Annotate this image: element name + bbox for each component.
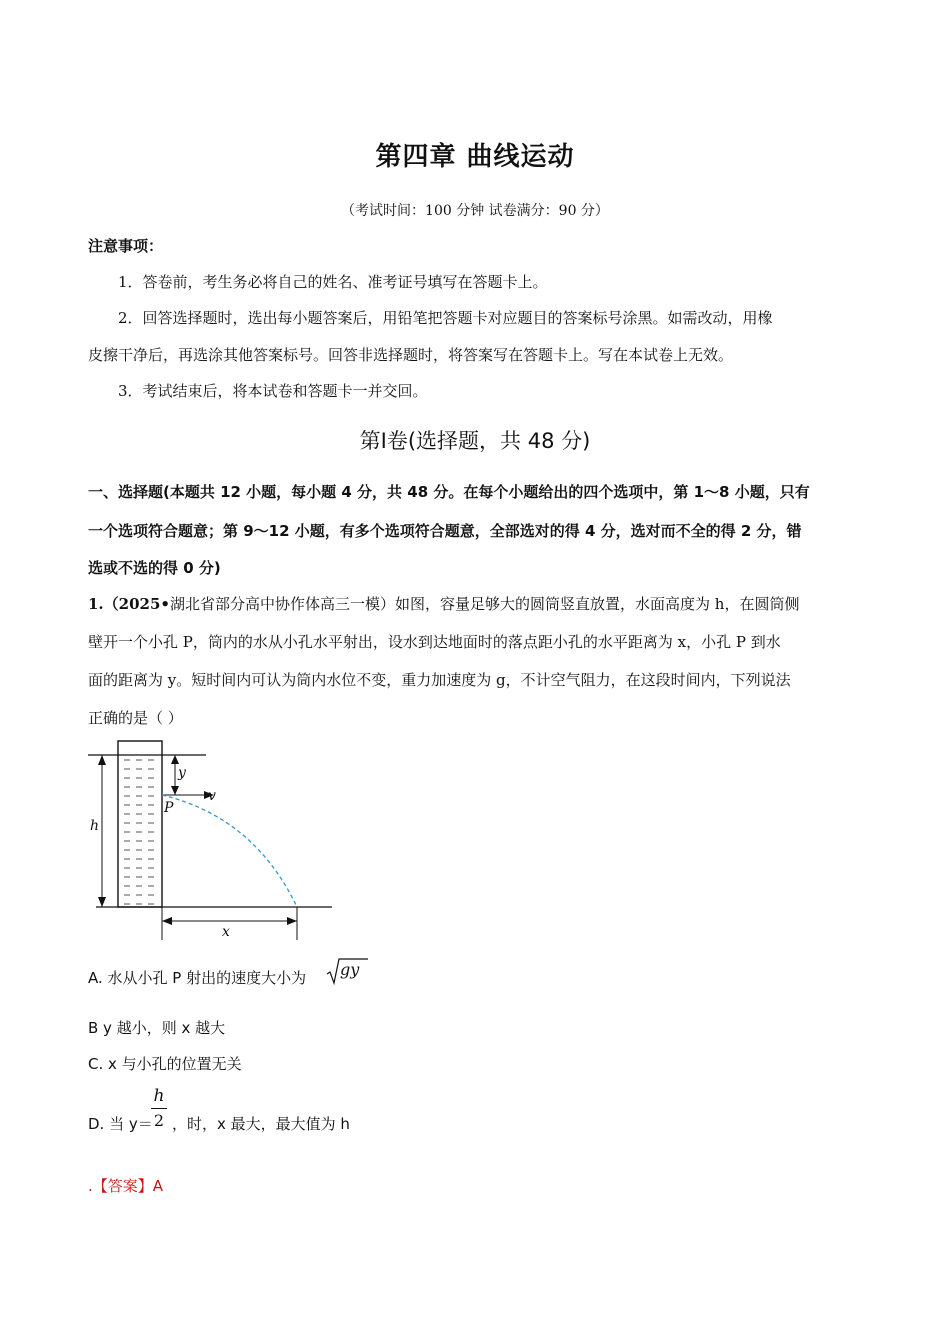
question-1-text-1: 湖北省部分高中协作体高三一模）如图，容量足够大的圆筒竖直放置，水面高度为 h，在圆筒侧 xyxy=(170,595,800,613)
fraction-bar xyxy=(151,1108,167,1109)
sqrt-radicand: gy xyxy=(340,960,360,979)
note-item-3: 3．考试结束后，将本试卷和答题卡一并交回。 xyxy=(118,382,428,400)
question-1-line-2: 壁开一个小孔 P，筒内的水从小孔水平射出，设水到达地面时的落点距小孔的水平距离为 x，小孔 P 到水 xyxy=(88,633,781,651)
section-title: 第Ⅰ卷(选择题，共 48 分) xyxy=(359,429,591,453)
note-item-2-line-1: 2．回答选择题时，选出每小题答案后，用铅笔把答题卡对应题目的答案标号涂黑。如需改动，用橡 xyxy=(118,309,773,327)
label-y: y xyxy=(178,765,186,781)
label-p: P xyxy=(164,800,174,816)
section-instructions-line-1: 一、选择题(本题共 12 小题，每小题 4 分，共 48 分。在每个小题给出的四个选项中，第 1～8 小题，只有 xyxy=(88,483,810,501)
cylinder-figure xyxy=(86,738,336,942)
option-c[interactable]: C. x 与小孔的位置无关 xyxy=(88,1055,242,1073)
notes-heading: 注意事项： xyxy=(88,237,164,255)
question-1-line-3: 面的距离为 y。短时间内可认为筒内水位不变，重力加速度为 g，不计空气阻力，在这段时间内，下列说法 xyxy=(88,671,791,689)
answer-label: .【答案】A xyxy=(88,1177,164,1195)
water-trajectory xyxy=(162,795,297,907)
page-title: 第四章 曲线运动 xyxy=(375,142,575,172)
label-v: v xyxy=(208,788,216,804)
option-d-prefix: D. 当 y＝ xyxy=(88,1115,153,1133)
question-number: 1. xyxy=(88,595,104,613)
section-instructions-line-2: 一个选项符合题意；第 9～12 小题，有多个选项符合题意，全部选对的得 4 分，选对而不全的得 2 分，错 xyxy=(88,522,802,540)
label-h: h xyxy=(90,818,100,834)
fraction-numerator: h xyxy=(153,1086,165,1106)
note-item-2-line-2: 皮擦干净后，再选涂其他答案标号。回答非选择题时，将答案写在答题卡上。写在本试卷上无效。 xyxy=(88,346,734,364)
option-a[interactable] xyxy=(88,958,868,998)
section-instructions-line-3: 选或不选的得 0 分) xyxy=(88,559,221,577)
fraction-h-over-2 xyxy=(150,1086,168,1131)
fraction-denominator: 2 xyxy=(153,1111,165,1130)
question-1-line-1 xyxy=(88,594,868,614)
label-x: x xyxy=(222,924,230,940)
question-1-line-4: 正确的是（ ） xyxy=(88,709,183,727)
water xyxy=(120,757,160,905)
option-d[interactable] xyxy=(88,1086,868,1136)
option-b[interactable]: B y 越小，则 x 越大 xyxy=(88,1019,226,1037)
option-d-suffix: ，时，x 最大，最大值为 h xyxy=(172,1115,350,1133)
exam-info: （考试时间：100 分钟 试卷满分：90 分） xyxy=(341,203,609,219)
option-a-text: A. 水从小孔 P 射出的速度大小为 xyxy=(88,969,307,987)
question-source: （2025• xyxy=(103,595,171,613)
sqrt-expression xyxy=(326,956,368,991)
note-item-1: 1．答卷前，考生务必将自己的姓名、准考证号填写在答题卡上。 xyxy=(118,273,548,291)
